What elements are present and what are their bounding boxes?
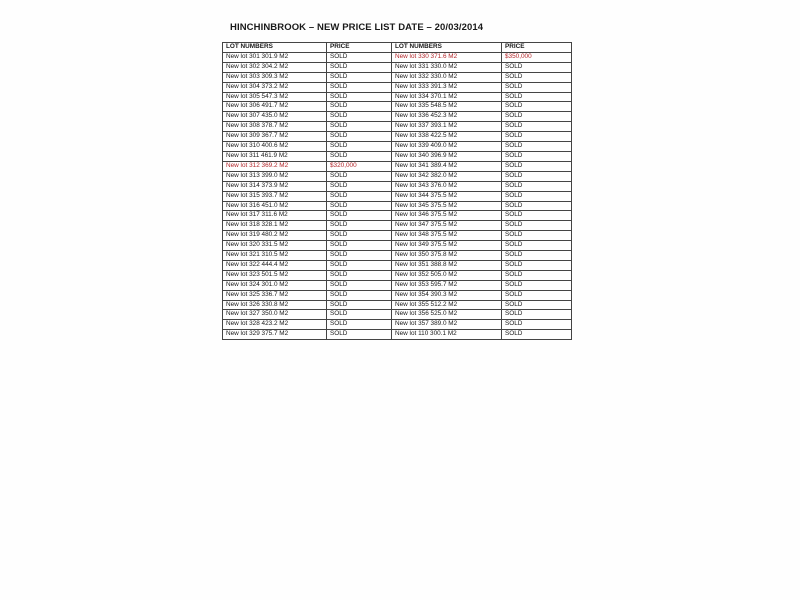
lot-number-cell: New lot 341 389.4 M2 xyxy=(392,161,502,171)
table-row xyxy=(223,52,572,62)
lot-number-cell: New lot 319 480.2 M2 xyxy=(223,231,327,241)
lot-number-cell: New lot 348 375.5 M2 xyxy=(392,231,502,241)
table-body xyxy=(223,52,572,339)
price-cell: SOLD xyxy=(502,112,572,122)
price-cell: SOLD xyxy=(502,181,572,191)
table-row xyxy=(223,191,572,201)
lot-number-cell: New lot 307 435.0 M2 xyxy=(223,112,327,122)
lot-number-cell: New lot 302 304.2 M2 xyxy=(223,62,327,72)
price-cell: SOLD xyxy=(502,211,572,221)
column-header-lot-numbers: LOT NUMBERS xyxy=(392,43,502,53)
column-header-lot-numbers: LOT NUMBERS xyxy=(223,43,327,53)
lot-number-cell: New lot 322 444.4 M2 xyxy=(223,260,327,270)
table-row xyxy=(223,82,572,92)
table-row xyxy=(223,171,572,181)
price-cell: SOLD xyxy=(502,92,572,102)
price-cell: SOLD xyxy=(327,280,392,290)
price-cell: SOLD xyxy=(327,231,392,241)
lot-number-cell: New lot 315 393.7 M2 xyxy=(223,191,327,201)
lot-number-cell: New lot 324 301.0 M2 xyxy=(223,280,327,290)
table-row xyxy=(223,320,572,330)
lot-number-cell: New lot 333 391.3 M2 xyxy=(392,82,502,92)
table-row xyxy=(223,72,572,82)
price-cell: SOLD xyxy=(502,122,572,132)
lot-number-cell: New lot 308 378.7 M2 xyxy=(223,122,327,132)
price-cell: SOLD xyxy=(502,231,572,241)
price-cell: SOLD xyxy=(327,82,392,92)
price-cell: SOLD xyxy=(327,62,392,72)
price-cell: SOLD xyxy=(327,251,392,261)
lot-number-cell: New lot 337 393.1 M2 xyxy=(392,122,502,132)
price-cell: SOLD xyxy=(327,310,392,320)
price-cell: SOLD xyxy=(327,151,392,161)
table-row xyxy=(223,122,572,132)
lot-number-cell: New lot 343 376.0 M2 xyxy=(392,181,502,191)
table-row xyxy=(223,201,572,211)
lot-number-cell: New lot 349 375.5 M2 xyxy=(392,241,502,251)
price-cell: $320,000 xyxy=(327,161,392,171)
table-row xyxy=(223,251,572,261)
lot-number-cell: New lot 355 512.2 M2 xyxy=(392,300,502,310)
lot-number-cell: New lot 321 310.5 M2 xyxy=(223,251,327,261)
price-cell: SOLD xyxy=(502,142,572,152)
price-cell: SOLD xyxy=(327,221,392,231)
table-row xyxy=(223,221,572,231)
price-cell: SOLD xyxy=(502,270,572,280)
lot-number-cell: New lot 305 547.3 M2 xyxy=(223,92,327,102)
price-cell: SOLD xyxy=(502,171,572,181)
price-cell: SOLD xyxy=(327,320,392,330)
table-row xyxy=(223,270,572,280)
table-row xyxy=(223,290,572,300)
lot-number-cell: New lot 304 373.2 M2 xyxy=(223,82,327,92)
table-row xyxy=(223,62,572,72)
lot-number-cell: New lot 357 389.0 M2 xyxy=(392,320,502,330)
price-cell: SOLD xyxy=(327,241,392,251)
table-row xyxy=(223,132,572,142)
table-row xyxy=(223,300,572,310)
lot-number-cell: New lot 323 501.5 M2 xyxy=(223,270,327,280)
price-cell: SOLD xyxy=(502,300,572,310)
lot-number-cell: New lot 342 382.0 M2 xyxy=(392,171,502,181)
price-cell: SOLD xyxy=(502,82,572,92)
table-row xyxy=(223,102,572,112)
price-cell: SOLD xyxy=(502,241,572,251)
table-row xyxy=(223,231,572,241)
lot-number-cell: New lot 306 491.7 M2 xyxy=(223,102,327,112)
page-title: HINCHINBROOK – NEW PRICE LIST DATE – 20/03/2014 xyxy=(230,22,484,33)
lot-number-cell: New lot 344 375.5 M2 xyxy=(392,191,502,201)
lot-number-cell: New lot 330 371.6 M2 xyxy=(392,52,502,62)
lot-number-cell: New lot 354 390.3 M2 xyxy=(392,290,502,300)
lot-number-cell: New lot 326 330.8 M2 xyxy=(223,300,327,310)
lot-number-cell: New lot 328 423.2 M2 xyxy=(223,320,327,330)
lot-number-cell: New lot 317 311.6 M2 xyxy=(223,211,327,221)
lot-number-cell: New lot 313 399.0 M2 xyxy=(223,171,327,181)
price-cell: SOLD xyxy=(327,171,392,181)
lot-number-cell: New lot 309 367.7 M2 xyxy=(223,132,327,142)
price-cell: SOLD xyxy=(327,72,392,82)
table-row xyxy=(223,280,572,290)
lot-number-cell: New lot 346 375.5 M2 xyxy=(392,211,502,221)
price-cell: SOLD xyxy=(502,280,572,290)
lot-number-cell: New lot 312 369.2 M2 xyxy=(223,161,327,171)
price-cell: SOLD xyxy=(502,260,572,270)
price-cell: SOLD xyxy=(502,72,572,82)
price-cell: SOLD xyxy=(327,102,392,112)
column-header-price: PRICE xyxy=(502,43,572,53)
price-cell: SOLD xyxy=(502,330,572,340)
lot-number-cell: New lot 352 505.0 M2 xyxy=(392,270,502,280)
table-header-row xyxy=(223,43,572,53)
table-row xyxy=(223,151,572,161)
price-cell: SOLD xyxy=(502,221,572,231)
price-cell: SOLD xyxy=(327,270,392,280)
lot-number-cell: New lot 356 525.0 M2 xyxy=(392,310,502,320)
price-cell: SOLD xyxy=(327,92,392,102)
table-row xyxy=(223,310,572,320)
price-cell: SOLD xyxy=(327,142,392,152)
price-cell: SOLD xyxy=(502,161,572,171)
lot-number-cell: New lot 332 330.0 M2 xyxy=(392,72,502,82)
lot-number-cell: New lot 340 396.9 M2 xyxy=(392,151,502,161)
price-cell: SOLD xyxy=(502,191,572,201)
price-cell: SOLD xyxy=(502,102,572,112)
table-row xyxy=(223,161,572,171)
price-cell: SOLD xyxy=(327,132,392,142)
price-cell: SOLD xyxy=(327,330,392,340)
lot-number-cell: New lot 327 350.0 M2 xyxy=(223,310,327,320)
lot-number-cell: New lot 347 375.5 M2 xyxy=(392,221,502,231)
price-cell: SOLD xyxy=(327,260,392,270)
lot-number-cell: New lot 351 388.8 M2 xyxy=(392,260,502,270)
lot-number-cell: New lot 336 452.3 M2 xyxy=(392,112,502,122)
lot-number-cell: New lot 350 375.8 M2 xyxy=(392,251,502,261)
lot-number-cell: New lot 353 595.7 M2 xyxy=(392,280,502,290)
price-cell: SOLD xyxy=(327,122,392,132)
table-row xyxy=(223,112,572,122)
table-row xyxy=(223,330,572,340)
lot-number-cell: New lot 339 409.0 M2 xyxy=(392,142,502,152)
price-cell: SOLD xyxy=(327,112,392,122)
price-cell: SOLD xyxy=(502,201,572,211)
column-header-price: PRICE xyxy=(327,43,392,53)
table-row xyxy=(223,211,572,221)
price-cell: SOLD xyxy=(502,290,572,300)
price-list-table xyxy=(222,42,572,340)
price-cell: SOLD xyxy=(502,62,572,72)
lot-number-cell: New lot 303 309.3 M2 xyxy=(223,72,327,82)
table-row xyxy=(223,260,572,270)
lot-number-cell: New lot 320 331.5 M2 xyxy=(223,241,327,251)
lot-number-cell: New lot 331 330.0 M2 xyxy=(392,62,502,72)
price-cell: SOLD xyxy=(502,151,572,161)
lot-number-cell: New lot 314 373.9 M2 xyxy=(223,181,327,191)
price-cell: SOLD xyxy=(327,181,392,191)
table-row xyxy=(223,181,572,191)
price-cell: SOLD xyxy=(327,191,392,201)
table-row xyxy=(223,142,572,152)
price-cell: SOLD xyxy=(327,300,392,310)
lot-number-cell: New lot 316 451.0 M2 xyxy=(223,201,327,211)
price-cell: SOLD xyxy=(327,201,392,211)
price-cell: SOLD xyxy=(502,132,572,142)
lot-number-cell: New lot 311 461.9 M2 xyxy=(223,151,327,161)
table-row xyxy=(223,241,572,251)
lot-number-cell: New lot 325 336.7 M2 xyxy=(223,290,327,300)
lot-number-cell: New lot 335 548.5 M2 xyxy=(392,102,502,112)
lot-number-cell: New lot 329 375.7 M2 xyxy=(223,330,327,340)
lot-number-cell: New lot 301 301.9 M2 xyxy=(223,52,327,62)
price-cell: $350,000 xyxy=(502,52,572,62)
lot-number-cell: New lot 338 422.5 M2 xyxy=(392,132,502,142)
lot-number-cell: New lot 318 328.1 M2 xyxy=(223,221,327,231)
price-cell: SOLD xyxy=(327,290,392,300)
price-cell: SOLD xyxy=(502,310,572,320)
table-row xyxy=(223,92,572,102)
price-cell: SOLD xyxy=(327,52,392,62)
lot-number-cell: New lot 110 300.1 M2 xyxy=(392,330,502,340)
price-cell: SOLD xyxy=(502,320,572,330)
price-cell: SOLD xyxy=(327,211,392,221)
lot-number-cell: New lot 345 375.5 M2 xyxy=(392,201,502,211)
lot-number-cell: New lot 310 400.6 M2 xyxy=(223,142,327,152)
price-cell: SOLD xyxy=(502,251,572,261)
lot-number-cell: New lot 334 370.1 M2 xyxy=(392,92,502,102)
